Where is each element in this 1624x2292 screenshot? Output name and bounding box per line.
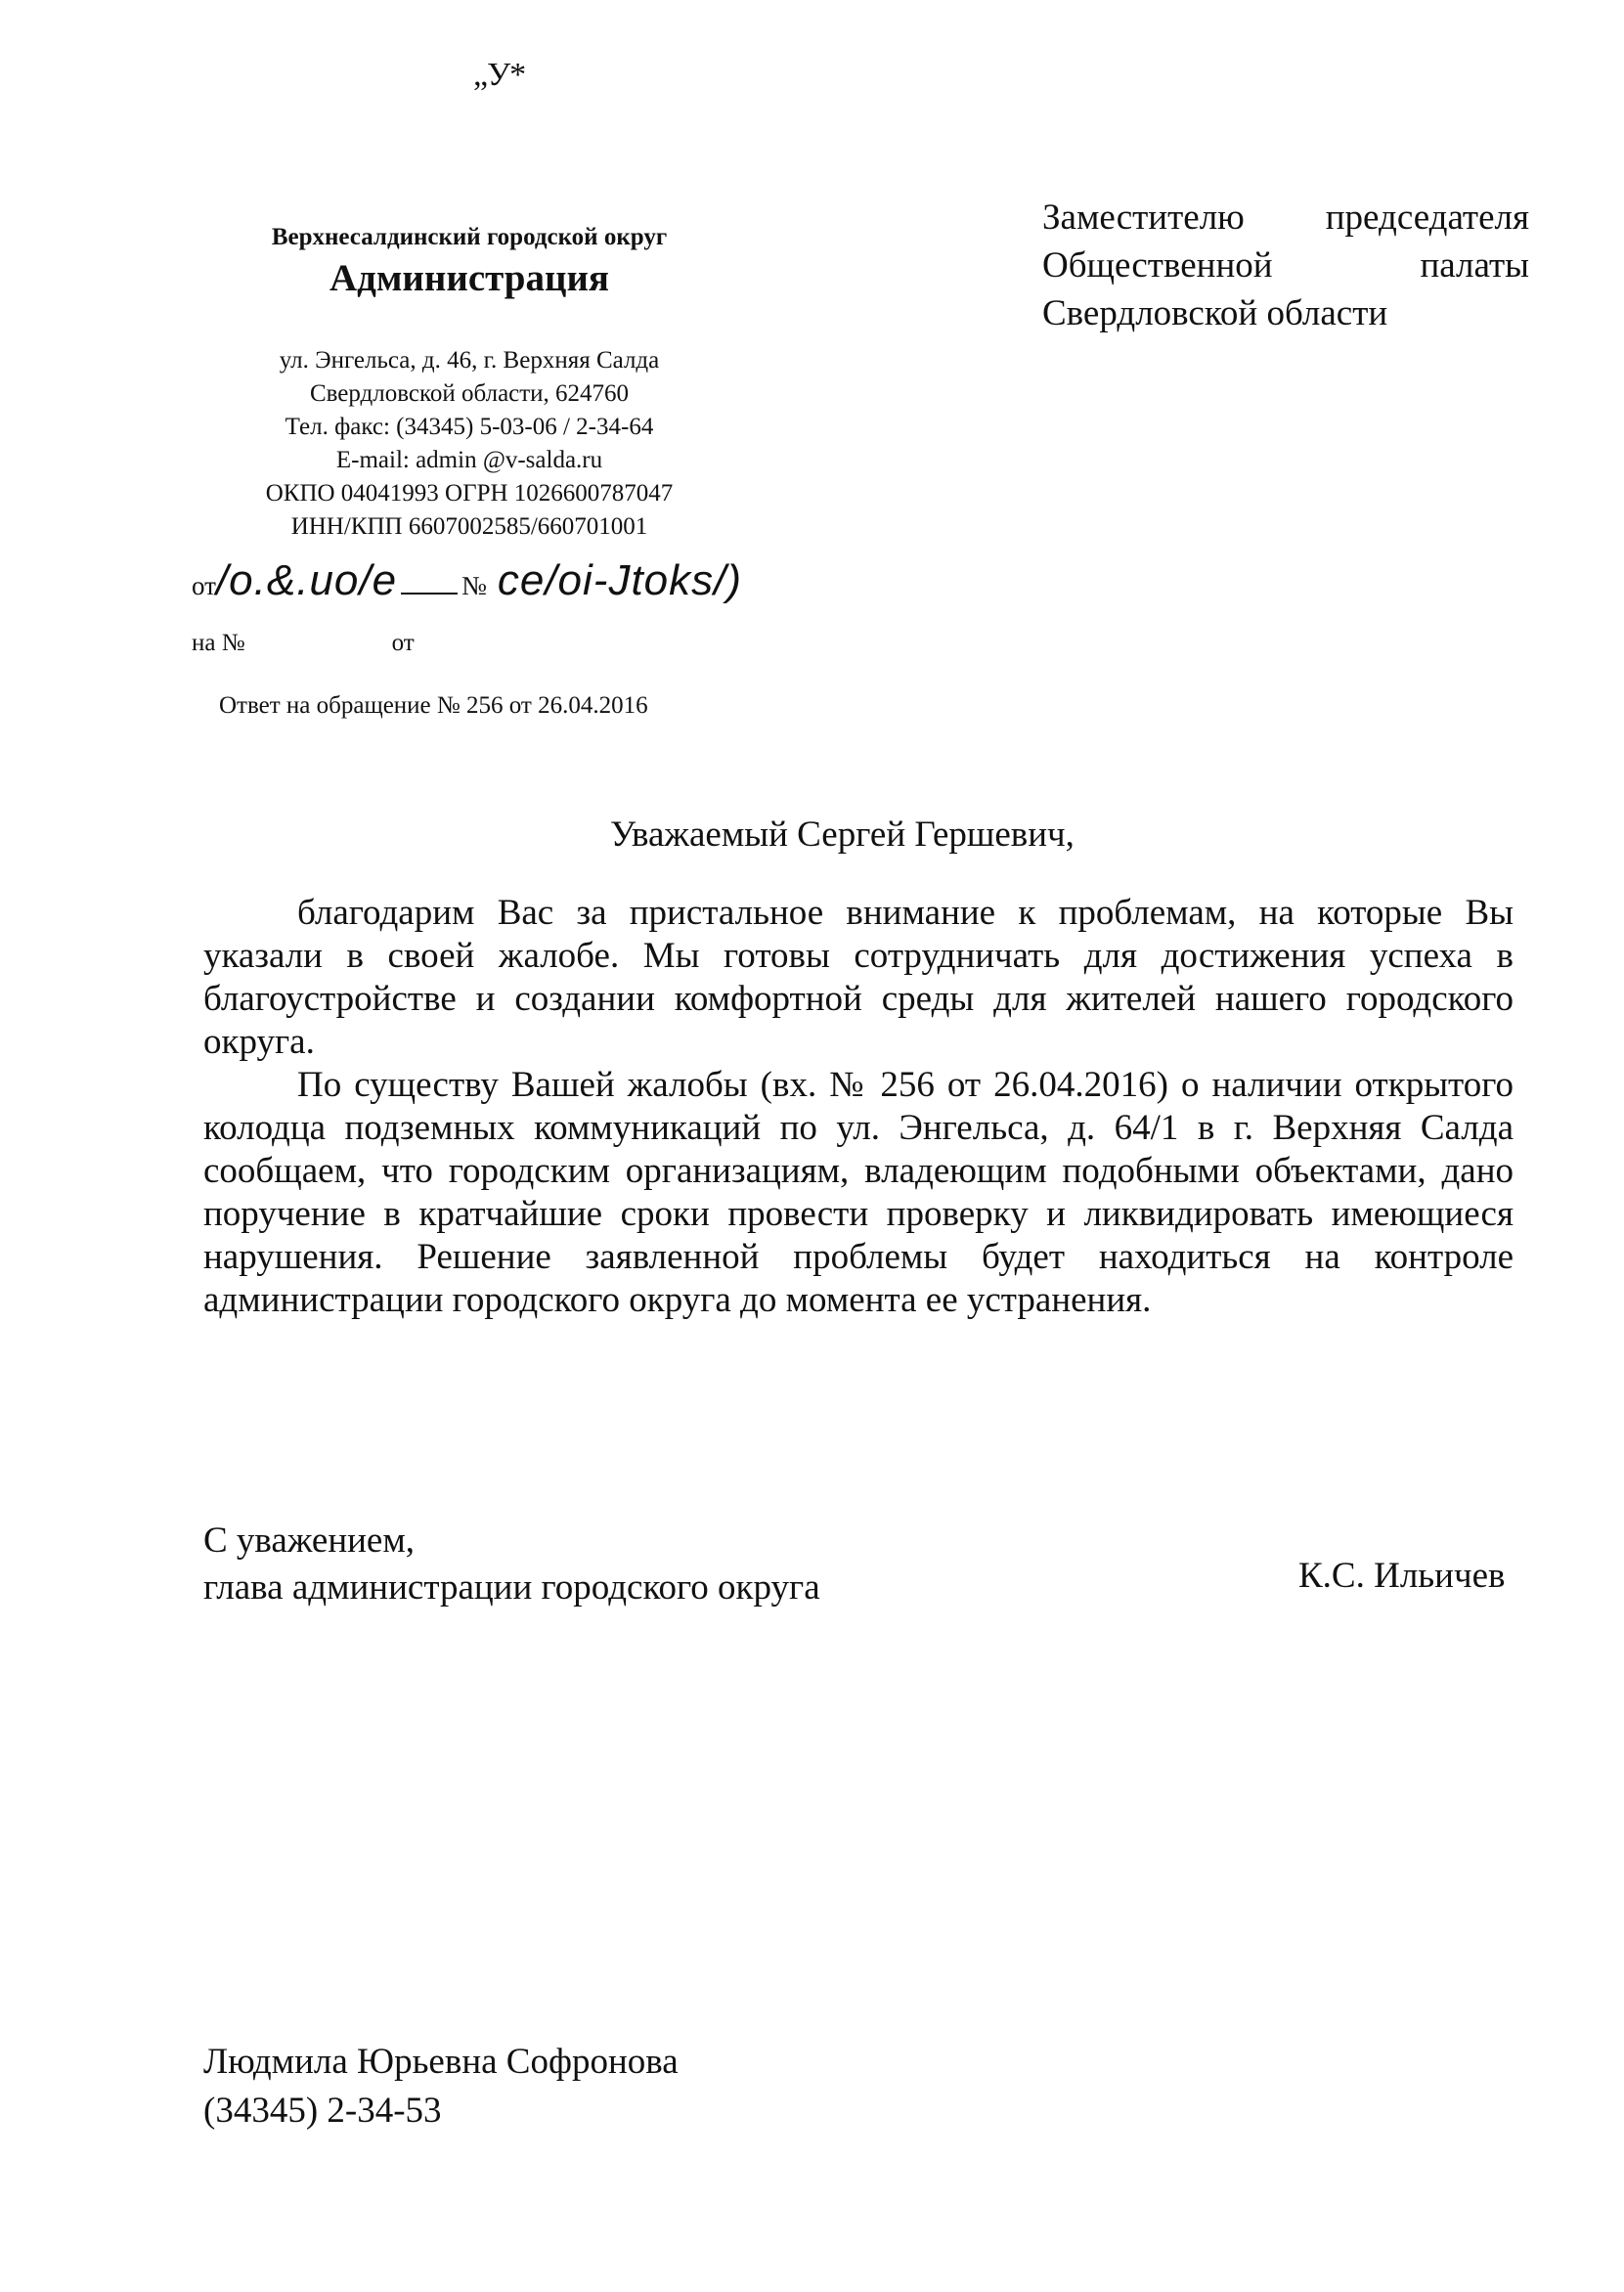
outgoing-date: /о.&.ио/е <box>215 556 398 604</box>
address-line: ИНН/КПП 6607002585/660701001 <box>290 513 648 540</box>
address-line: ОКПО 04041993 ОГРН 1026600787047 <box>265 480 674 507</box>
recipient-block <box>1042 194 1529 337</box>
address-line: Тел. факс: (34345) 5-03-06 / 2-34-64 <box>285 414 654 440</box>
contact-name: Людмила Юрьевна Софронова <box>203 2042 679 2082</box>
reference-line <box>192 630 415 657</box>
number-label: № <box>461 571 487 600</box>
blank-line <box>401 563 458 595</box>
recipient-line: Общественной палаты <box>1042 245 1529 286</box>
signer-position: глава администрации городского округа <box>203 1567 820 1608</box>
greeting: Уважаемый Сергей Гершевич, <box>610 815 1075 855</box>
outgoing-number: се/оі-Jtoks/) <box>497 556 743 604</box>
address-line: Свердловской области, 624760 <box>309 380 630 407</box>
outgoing-number-line <box>192 555 742 605</box>
contact-phone: (34345) 2-34-53 <box>203 2091 442 2131</box>
org-title: Администрация <box>329 257 610 299</box>
contact-block <box>203 2038 679 2136</box>
letter-subject: Ответ на обращение № 256 от 26.04.2016 <box>219 692 648 719</box>
address-line: ул. Энгельса, д. 46, г. Верхняя Салда <box>279 347 660 374</box>
header-mark: „У* <box>473 57 526 93</box>
address-line: E-mail: admin @v-salda.ru <box>335 447 603 473</box>
body-paragraph: благодарим Вас за пристальное внимание к проблемам, на которые Вы указали в своей жалобе. Мы готовы сотрудничать для достижения успеха в благоустройстве и создании комфортной среды для жителей нашего городского округа. <box>203 893 1514 1062</box>
body-paragraph: По существу Вашей жалобы (вх. № 256 от 26.04.2016) о наличии открытого колодца подземных коммуникаций по ул. Энгельса, д. 64/1 в г. Верхняя Салда сообщаем, что городским организациям, владеющим подобными объектами, дано поручение в кратчайшие сроки провести проверку и ликвидировать имеющиеся нарушения. Решение заявленной проблемы будет находиться на контроле администрации городского округа до момента ее устранения. <box>203 1065 1514 1320</box>
closing-block <box>203 1518 820 1611</box>
from-label: от <box>192 571 216 600</box>
signer-name: К.С. Ильичев <box>1298 1556 1506 1596</box>
recipient-line: Заместителю председателя <box>1042 198 1529 238</box>
regards: С уважением, <box>203 1521 416 1561</box>
on-from-label: от <box>391 630 415 656</box>
letter-body <box>203 892 1514 1322</box>
sender-letterhead <box>156 223 782 544</box>
org-name: Верхнесалдинский городской округ <box>271 224 668 250</box>
on-number-label: на № <box>192 630 245 656</box>
recipient-line: Свердловской области <box>1042 293 1388 333</box>
sender-address <box>156 344 782 544</box>
